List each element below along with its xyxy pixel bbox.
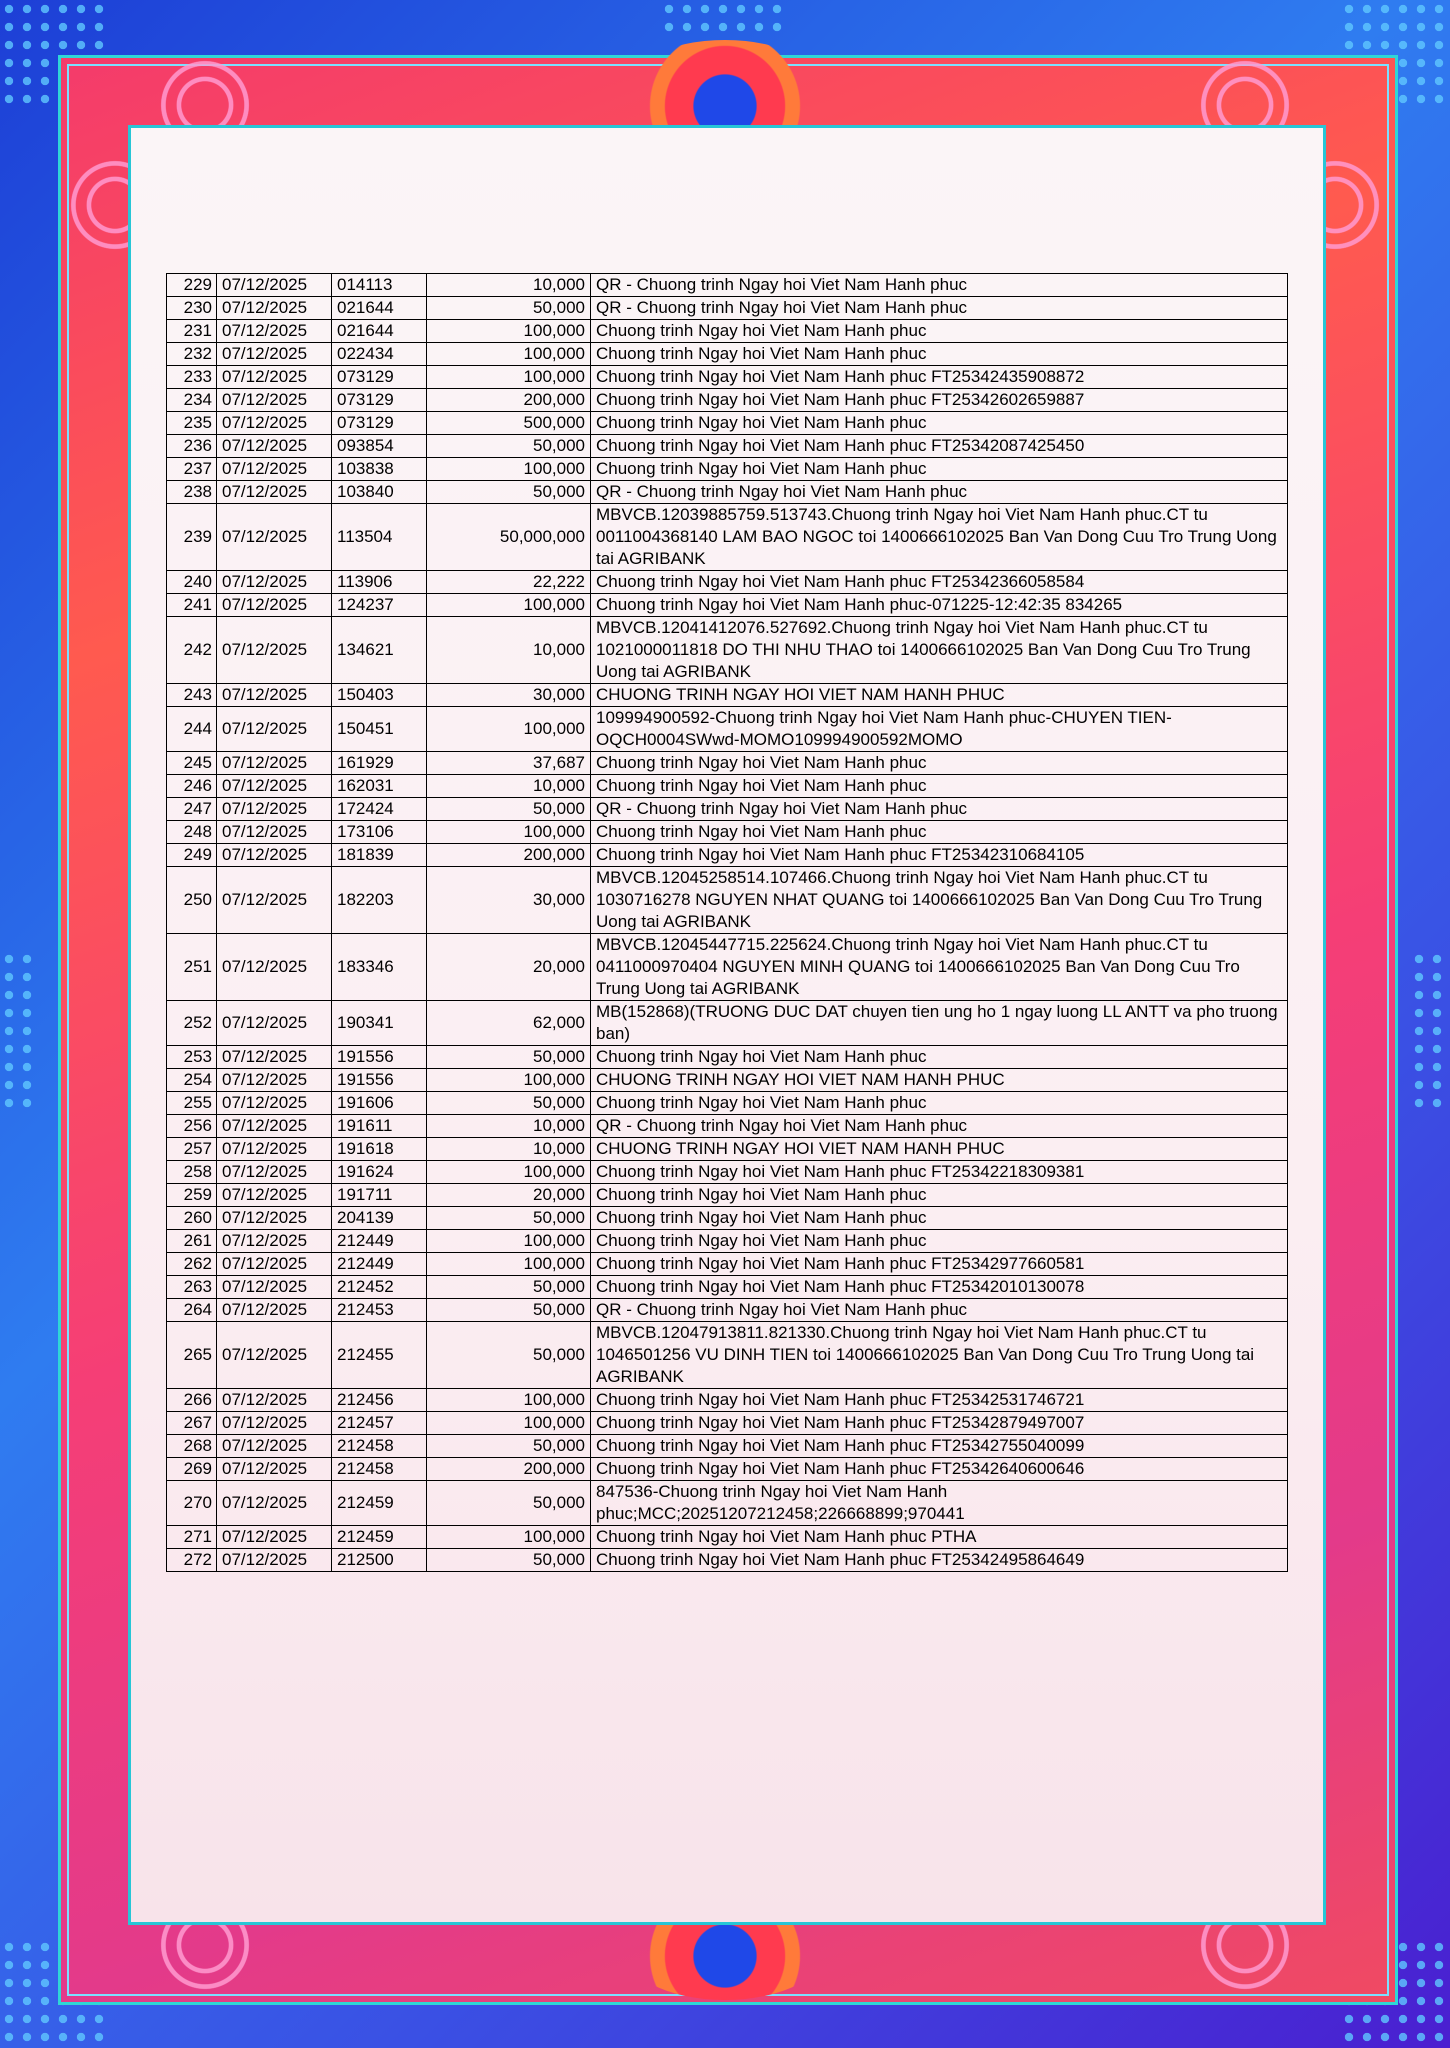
cell-amount: 62,000 xyxy=(427,1001,591,1046)
cell-desc: MBVCB.12045258514.107466.Chuong trinh Ngay hoi Viet Nam Hanh phuc.CT tu 1030716278 NGUYEN NHAT QUANG toi 1400666102025 Ban Van Dong Cuu Tro Trung Uong tai AGRIBANK xyxy=(591,867,1288,934)
cell-amount: 100,000 xyxy=(427,320,591,343)
table-row xyxy=(167,1526,1288,1549)
cell-amount: 100,000 xyxy=(427,366,591,389)
table-row xyxy=(167,274,1288,297)
cell-no: 238 xyxy=(167,481,217,504)
cell-date: 07/12/2025 xyxy=(217,1389,332,1412)
cell-date: 07/12/2025 xyxy=(217,1161,332,1184)
cell-amount: 37,687 xyxy=(427,752,591,775)
table-row xyxy=(167,1069,1288,1092)
cell-code: 134621 xyxy=(332,617,427,684)
cell-no: 232 xyxy=(167,343,217,366)
cell-no: 267 xyxy=(167,1412,217,1435)
cell-code: 021644 xyxy=(332,297,427,320)
cell-desc: Chuong trinh Ngay hoi Viet Nam Hanh phuc xyxy=(591,1230,1288,1253)
cell-amount: 50,000 xyxy=(427,481,591,504)
cell-no: 268 xyxy=(167,1435,217,1458)
cell-code: 113504 xyxy=(332,504,427,571)
cell-date: 07/12/2025 xyxy=(217,435,332,458)
cell-code: 212457 xyxy=(332,1412,427,1435)
table-row xyxy=(167,1161,1288,1184)
table-row xyxy=(167,1230,1288,1253)
cell-amount: 100,000 xyxy=(427,1412,591,1435)
cell-amount: 100,000 xyxy=(427,1069,591,1092)
cell-date: 07/12/2025 xyxy=(217,481,332,504)
cell-amount: 100,000 xyxy=(427,1389,591,1412)
cell-amount: 20,000 xyxy=(427,934,591,1001)
cell-amount: 100,000 xyxy=(427,707,591,752)
table-row xyxy=(167,571,1288,594)
cell-amount: 500,000 xyxy=(427,412,591,435)
cell-desc: Chuong trinh Ngay hoi Viet Nam Hanh phuc FT25342755040099 xyxy=(591,1435,1288,1458)
cell-no: 233 xyxy=(167,366,217,389)
cell-code: 212458 xyxy=(332,1458,427,1481)
cell-no: 237 xyxy=(167,458,217,481)
cell-amount: 200,000 xyxy=(427,1458,591,1481)
cell-amount: 50,000 xyxy=(427,1092,591,1115)
cell-amount: 50,000 xyxy=(427,297,591,320)
cell-code: 191606 xyxy=(332,1092,427,1115)
table-row xyxy=(167,752,1288,775)
cell-no: 236 xyxy=(167,435,217,458)
cell-no: 260 xyxy=(167,1207,217,1230)
cell-amount: 30,000 xyxy=(427,867,591,934)
cell-date: 07/12/2025 xyxy=(217,1207,332,1230)
table-row xyxy=(167,867,1288,934)
cell-desc: Chuong trinh Ngay hoi Viet Nam Hanh phuc-071225-12:42:35 834265 xyxy=(591,594,1288,617)
cell-no: 264 xyxy=(167,1299,217,1322)
cell-no: 251 xyxy=(167,934,217,1001)
cell-desc: QR - Chuong trinh Ngay hoi Viet Nam Hanh phuc xyxy=(591,1299,1288,1322)
cell-date: 07/12/2025 xyxy=(217,343,332,366)
cell-no: 262 xyxy=(167,1253,217,1276)
cell-code: 212449 xyxy=(332,1230,427,1253)
cell-code: 124237 xyxy=(332,594,427,617)
cell-desc: CHUONG TRINH NGAY HOI VIET NAM HANH PHUC xyxy=(591,1138,1288,1161)
cell-code: 183346 xyxy=(332,934,427,1001)
table-row xyxy=(167,1001,1288,1046)
cell-no: 271 xyxy=(167,1526,217,1549)
cell-date: 07/12/2025 xyxy=(217,1092,332,1115)
cell-code: 212459 xyxy=(332,1481,427,1526)
cell-code: 113906 xyxy=(332,571,427,594)
cell-date: 07/12/2025 xyxy=(217,1253,332,1276)
side-pattern-right xyxy=(1410,950,1450,1110)
cell-date: 07/12/2025 xyxy=(217,297,332,320)
cell-amount: 10,000 xyxy=(427,1115,591,1138)
cell-code: 190341 xyxy=(332,1001,427,1046)
cell-code: 093854 xyxy=(332,435,427,458)
cell-desc: Chuong trinh Ngay hoi Viet Nam Hanh phuc xyxy=(591,1046,1288,1069)
cell-no: 272 xyxy=(167,1549,217,1572)
cell-desc: CHUONG TRINH NGAY HOI VIET NAM HANH PHUC xyxy=(591,684,1288,707)
cell-desc: MBVCB.12039885759.513743.Chuong trinh Ngay hoi Viet Nam Hanh phuc.CT tu 0011004368140 LAM BAO NGOC toi 1400666102025 Ban Van Dong Cuu Tro Trung Uong tai AGRIBANK xyxy=(591,504,1288,571)
cell-date: 07/12/2025 xyxy=(217,1069,332,1092)
table-row xyxy=(167,1207,1288,1230)
cell-code: 212456 xyxy=(332,1389,427,1412)
table-row xyxy=(167,1549,1288,1572)
cell-amount: 50,000 xyxy=(427,1322,591,1389)
cell-code: 014113 xyxy=(332,274,427,297)
cell-no: 244 xyxy=(167,707,217,752)
cell-date: 07/12/2025 xyxy=(217,412,332,435)
table-row xyxy=(167,481,1288,504)
cell-desc: Chuong trinh Ngay hoi Viet Nam Hanh phuc xyxy=(591,458,1288,481)
cell-date: 07/12/2025 xyxy=(217,458,332,481)
cell-amount: 50,000 xyxy=(427,798,591,821)
table-row xyxy=(167,1184,1288,1207)
cell-date: 07/12/2025 xyxy=(217,1276,332,1299)
cell-amount: 10,000 xyxy=(427,617,591,684)
cell-no: 248 xyxy=(167,821,217,844)
cell-no: 234 xyxy=(167,389,217,412)
cell-code: 103838 xyxy=(332,458,427,481)
cell-date: 07/12/2025 xyxy=(217,1230,332,1253)
cell-amount: 50,000 xyxy=(427,1046,591,1069)
cell-no: 254 xyxy=(167,1069,217,1092)
cell-no: 269 xyxy=(167,1458,217,1481)
cell-no: 252 xyxy=(167,1001,217,1046)
cell-no: 257 xyxy=(167,1138,217,1161)
cell-desc: Chuong trinh Ngay hoi Viet Nam Hanh phuc xyxy=(591,343,1288,366)
table-row xyxy=(167,1299,1288,1322)
cell-date: 07/12/2025 xyxy=(217,798,332,821)
cell-date: 07/12/2025 xyxy=(217,1435,332,1458)
cell-amount: 50,000 xyxy=(427,1481,591,1526)
donation-table-container xyxy=(166,273,1288,1572)
table-row xyxy=(167,412,1288,435)
table-row xyxy=(167,343,1288,366)
cell-date: 07/12/2025 xyxy=(217,684,332,707)
cell-desc: MBVCB.12041412076.527692.Chuong trinh Ngay hoi Viet Nam Hanh phuc.CT tu 1021000011818 DO THI NHU THAO toi 1400666102025 Ban Van Dong Cuu Tro Trung Uong tai AGRIBANK xyxy=(591,617,1288,684)
cell-desc: Chuong trinh Ngay hoi Viet Nam Hanh phuc FT25342495864649 xyxy=(591,1549,1288,1572)
cell-date: 07/12/2025 xyxy=(217,844,332,867)
cell-date: 07/12/2025 xyxy=(217,752,332,775)
cell-no: 250 xyxy=(167,867,217,934)
cell-code: 150451 xyxy=(332,707,427,752)
cell-no: 242 xyxy=(167,617,217,684)
table-row xyxy=(167,1435,1288,1458)
cell-desc: Chuong trinh Ngay hoi Viet Nam Hanh phuc FT25342879497007 xyxy=(591,1412,1288,1435)
cell-amount: 100,000 xyxy=(427,1161,591,1184)
cell-desc: Chuong trinh Ngay hoi Viet Nam Hanh phuc FT25342602659887 xyxy=(591,389,1288,412)
cell-date: 07/12/2025 xyxy=(217,934,332,1001)
cell-date: 07/12/2025 xyxy=(217,274,332,297)
cell-desc: Chuong trinh Ngay hoi Viet Nam Hanh phuc xyxy=(591,821,1288,844)
cell-no: 270 xyxy=(167,1481,217,1526)
cell-amount: 200,000 xyxy=(427,844,591,867)
cell-amount: 100,000 xyxy=(427,594,591,617)
table-row xyxy=(167,366,1288,389)
cell-code: 191618 xyxy=(332,1138,427,1161)
table-row xyxy=(167,1092,1288,1115)
cell-no: 253 xyxy=(167,1046,217,1069)
cell-desc: QR - Chuong trinh Ngay hoi Viet Nam Hanh phuc xyxy=(591,274,1288,297)
cell-date: 07/12/2025 xyxy=(217,775,332,798)
table-row xyxy=(167,1322,1288,1389)
cell-desc: QR - Chuong trinh Ngay hoi Viet Nam Hanh phuc xyxy=(591,1115,1288,1138)
donation-table xyxy=(166,273,1288,1572)
table-row xyxy=(167,504,1288,571)
cell-date: 07/12/2025 xyxy=(217,1299,332,1322)
cell-desc: 109994900592-Chuong trinh Ngay hoi Viet Nam Hanh phuc-CHUYEN TIEN-OQCH0004SWwd-MOMO109994900592MOMO xyxy=(591,707,1288,752)
cell-desc: MBVCB.12047913811.821330.Chuong trinh Ngay hoi Viet Nam Hanh phuc.CT tu 1046501256 VU DINH TIEN toi 1400666102025 Ban Van Dong Cuu Tro Trung Uong tai AGRIBANK xyxy=(591,1322,1288,1389)
cell-code: 161929 xyxy=(332,752,427,775)
cell-code: 212500 xyxy=(332,1549,427,1572)
cell-amount: 50,000 xyxy=(427,1549,591,1572)
cell-code: 212458 xyxy=(332,1435,427,1458)
cell-date: 07/12/2025 xyxy=(217,1481,332,1526)
cell-amount: 50,000 xyxy=(427,1276,591,1299)
cell-date: 07/12/2025 xyxy=(217,1115,332,1138)
cell-desc: Chuong trinh Ngay hoi Viet Nam Hanh phuc xyxy=(591,1207,1288,1230)
cell-date: 07/12/2025 xyxy=(217,821,332,844)
cell-no: 265 xyxy=(167,1322,217,1389)
table-row xyxy=(167,1253,1288,1276)
cell-date: 07/12/2025 xyxy=(217,571,332,594)
cell-code: 191611 xyxy=(332,1115,427,1138)
cell-amount: 100,000 xyxy=(427,343,591,366)
table-row xyxy=(167,684,1288,707)
cell-no: 235 xyxy=(167,412,217,435)
cell-code: 191556 xyxy=(332,1069,427,1092)
cell-desc: Chuong trinh Ngay hoi Viet Nam Hanh phuc xyxy=(591,1092,1288,1115)
cell-date: 07/12/2025 xyxy=(217,1138,332,1161)
cell-desc: Chuong trinh Ngay hoi Viet Nam Hanh phuc PTHA xyxy=(591,1526,1288,1549)
cell-desc: Chuong trinh Ngay hoi Viet Nam Hanh phuc xyxy=(591,412,1288,435)
cell-amount: 100,000 xyxy=(427,1253,591,1276)
cell-no: 229 xyxy=(167,274,217,297)
cell-code: 191624 xyxy=(332,1161,427,1184)
cell-date: 07/12/2025 xyxy=(217,867,332,934)
cell-date: 07/12/2025 xyxy=(217,1046,332,1069)
cell-date: 07/12/2025 xyxy=(217,1412,332,1435)
cell-amount: 100,000 xyxy=(427,1230,591,1253)
table-row xyxy=(167,435,1288,458)
side-pattern-left xyxy=(0,950,40,1110)
cell-amount: 20,000 xyxy=(427,1184,591,1207)
cell-amount: 50,000 xyxy=(427,1207,591,1230)
cell-no: 247 xyxy=(167,798,217,821)
cell-code: 212453 xyxy=(332,1299,427,1322)
cell-no: 231 xyxy=(167,320,217,343)
cell-desc: Chuong trinh Ngay hoi Viet Nam Hanh phuc FT25342640600646 xyxy=(591,1458,1288,1481)
cell-desc: Chuong trinh Ngay hoi Viet Nam Hanh phuc xyxy=(591,752,1288,775)
cell-desc: Chuong trinh Ngay hoi Viet Nam Hanh phuc FT25342218309381 xyxy=(591,1161,1288,1184)
cell-no: 241 xyxy=(167,594,217,617)
table-row xyxy=(167,1481,1288,1526)
cell-no: 245 xyxy=(167,752,217,775)
cell-date: 07/12/2025 xyxy=(217,1001,332,1046)
cell-code: 204139 xyxy=(332,1207,427,1230)
cell-amount: 50,000,000 xyxy=(427,504,591,571)
cell-code: 182203 xyxy=(332,867,427,934)
table-row xyxy=(167,934,1288,1001)
table-row xyxy=(167,707,1288,752)
cell-code: 191711 xyxy=(332,1184,427,1207)
cell-amount: 50,000 xyxy=(427,1435,591,1458)
cell-amount: 100,000 xyxy=(427,458,591,481)
cell-amount: 22,222 xyxy=(427,571,591,594)
cell-date: 07/12/2025 xyxy=(217,1458,332,1481)
cell-amount: 100,000 xyxy=(427,1526,591,1549)
cell-date: 07/12/2025 xyxy=(217,1184,332,1207)
table-row xyxy=(167,389,1288,412)
cell-no: 266 xyxy=(167,1389,217,1412)
cell-desc: QR - Chuong trinh Ngay hoi Viet Nam Hanh phuc xyxy=(591,798,1288,821)
table-row xyxy=(167,320,1288,343)
cell-desc: Chuong trinh Ngay hoi Viet Nam Hanh phuc FT25342977660581 xyxy=(591,1253,1288,1276)
table-row xyxy=(167,844,1288,867)
cell-date: 07/12/2025 xyxy=(217,617,332,684)
cell-desc: Chuong trinh Ngay hoi Viet Nam Hanh phuc xyxy=(591,1184,1288,1207)
table-row xyxy=(167,1276,1288,1299)
table-row xyxy=(167,594,1288,617)
cell-date: 07/12/2025 xyxy=(217,1549,332,1572)
cell-desc: Chuong trinh Ngay hoi Viet Nam Hanh phuc FT25342531746721 xyxy=(591,1389,1288,1412)
table-row xyxy=(167,458,1288,481)
cell-desc: Chuong trinh Ngay hoi Viet Nam Hanh phuc FT25342010130078 xyxy=(591,1276,1288,1299)
table-row xyxy=(167,617,1288,684)
cell-amount: 50,000 xyxy=(427,435,591,458)
cell-code: 191556 xyxy=(332,1046,427,1069)
cell-code: 212455 xyxy=(332,1322,427,1389)
cell-code: 212452 xyxy=(332,1276,427,1299)
cell-code: 162031 xyxy=(332,775,427,798)
cell-desc: Chuong trinh Ngay hoi Viet Nam Hanh phuc FT25342435908872 xyxy=(591,366,1288,389)
table-row xyxy=(167,1389,1288,1412)
cell-desc: MB(152868)(TRUONG DUC DAT chuyen tien ung ho 1 ngay luong LL ANTT va pho truong ban) xyxy=(591,1001,1288,1046)
cell-desc: QR - Chuong trinh Ngay hoi Viet Nam Hanh phuc xyxy=(591,297,1288,320)
cell-no: 255 xyxy=(167,1092,217,1115)
cell-date: 07/12/2025 xyxy=(217,707,332,752)
cell-desc: Chuong trinh Ngay hoi Viet Nam Hanh phuc FT25342366058584 xyxy=(591,571,1288,594)
table-row xyxy=(167,821,1288,844)
cell-code: 022434 xyxy=(332,343,427,366)
cell-code: 212449 xyxy=(332,1253,427,1276)
cell-amount: 30,000 xyxy=(427,684,591,707)
cell-date: 07/12/2025 xyxy=(217,504,332,571)
cell-code: 073129 xyxy=(332,366,427,389)
cell-no: 243 xyxy=(167,684,217,707)
cell-date: 07/12/2025 xyxy=(217,320,332,343)
cell-amount: 10,000 xyxy=(427,775,591,798)
cell-no: 240 xyxy=(167,571,217,594)
cell-desc: MBVCB.12045447715.225624.Chuong trinh Ngay hoi Viet Nam Hanh phuc.CT tu 0411000970404 NGUYEN MINH QUANG toi 1400666102025 Ban Van Dong Cuu Tro Trung Uong tai AGRIBANK xyxy=(591,934,1288,1001)
cell-date: 07/12/2025 xyxy=(217,1322,332,1389)
cell-no: 246 xyxy=(167,775,217,798)
cell-desc: Chuong trinh Ngay hoi Viet Nam Hanh phuc xyxy=(591,320,1288,343)
table-row xyxy=(167,297,1288,320)
cell-no: 230 xyxy=(167,297,217,320)
cell-no: 249 xyxy=(167,844,217,867)
table-row xyxy=(167,798,1288,821)
cell-desc: Chuong trinh Ngay hoi Viet Nam Hanh phuc FT25342087425450 xyxy=(591,435,1288,458)
cell-desc: 847536-Chuong trinh Ngay hoi Viet Nam Hanh phuc;MCC;20251207212458;226668899;970441 xyxy=(591,1481,1288,1526)
top-pattern-center xyxy=(660,0,790,40)
cell-no: 258 xyxy=(167,1161,217,1184)
cell-no: 239 xyxy=(167,504,217,571)
cell-amount: 200,000 xyxy=(427,389,591,412)
cell-amount: 50,000 xyxy=(427,1299,591,1322)
cell-amount: 10,000 xyxy=(427,1138,591,1161)
cell-code: 021644 xyxy=(332,320,427,343)
cell-desc: CHUONG TRINH NGAY HOI VIET NAM HANH PHUC xyxy=(591,1069,1288,1092)
cell-date: 07/12/2025 xyxy=(217,1526,332,1549)
cell-desc: Chuong trinh Ngay hoi Viet Nam Hanh phuc xyxy=(591,775,1288,798)
cell-no: 261 xyxy=(167,1230,217,1253)
cell-code: 181839 xyxy=(332,844,427,867)
table-row xyxy=(167,1046,1288,1069)
table-row xyxy=(167,1138,1288,1161)
table-row xyxy=(167,1115,1288,1138)
cell-desc: Chuong trinh Ngay hoi Viet Nam Hanh phuc FT25342310684105 xyxy=(591,844,1288,867)
cell-date: 07/12/2025 xyxy=(217,366,332,389)
cell-no: 259 xyxy=(167,1184,217,1207)
table-row xyxy=(167,1458,1288,1481)
cell-date: 07/12/2025 xyxy=(217,389,332,412)
cell-no: 256 xyxy=(167,1115,217,1138)
table-row xyxy=(167,775,1288,798)
cell-code: 172424 xyxy=(332,798,427,821)
cell-amount: 100,000 xyxy=(427,821,591,844)
cell-code: 212459 xyxy=(332,1526,427,1549)
table-row xyxy=(167,1412,1288,1435)
cell-desc: QR - Chuong trinh Ngay hoi Viet Nam Hanh phuc xyxy=(591,481,1288,504)
cell-code: 073129 xyxy=(332,389,427,412)
cell-code: 173106 xyxy=(332,821,427,844)
cell-amount: 10,000 xyxy=(427,274,591,297)
cell-no: 263 xyxy=(167,1276,217,1299)
cell-code: 103840 xyxy=(332,481,427,504)
cell-code: 150403 xyxy=(332,684,427,707)
cell-code: 073129 xyxy=(332,412,427,435)
cell-date: 07/12/2025 xyxy=(217,594,332,617)
